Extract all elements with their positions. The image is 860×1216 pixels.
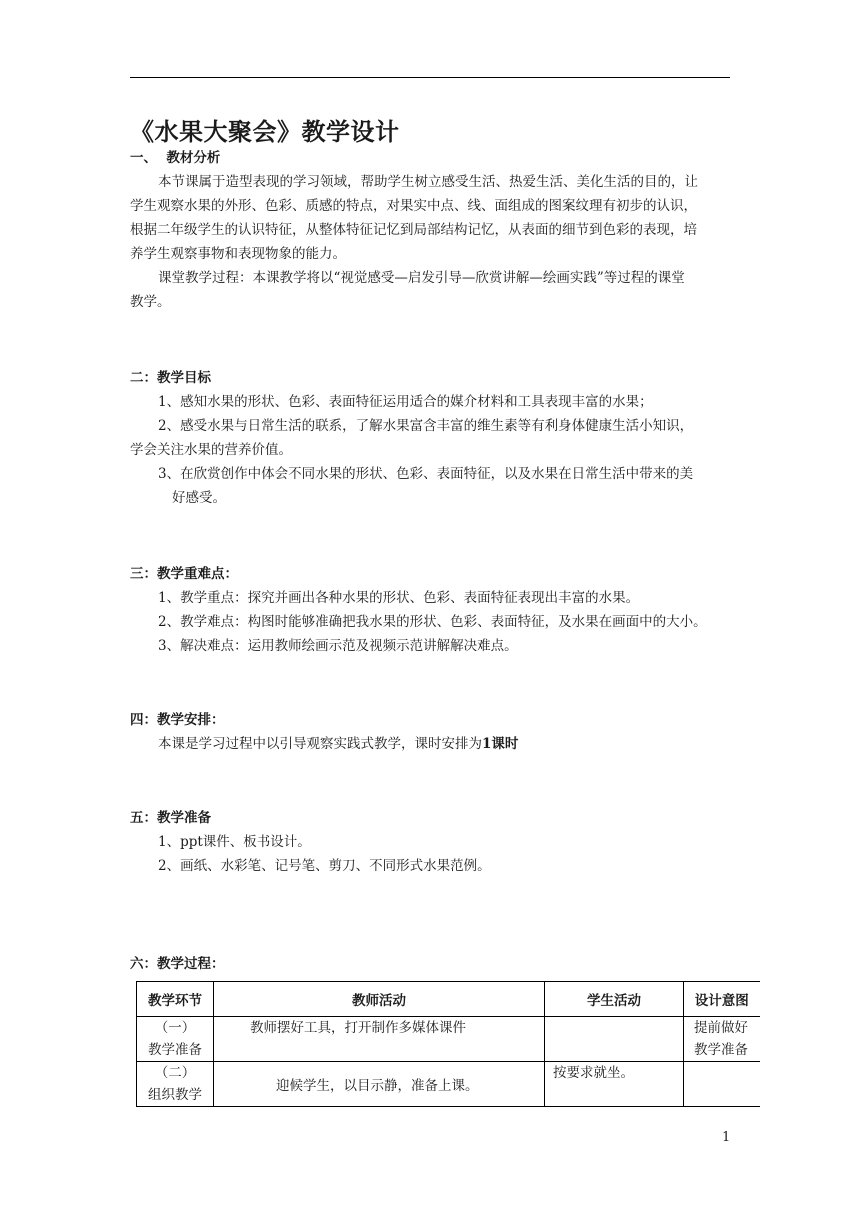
key-point-item: 3、解决难点：运用教师绘画示范及视频示范讲解解决难点。 bbox=[158, 638, 518, 654]
header-rule bbox=[130, 77, 730, 78]
arrangement-text-main: 本课是学习过程中以引导观察实践式教学，课时安排为 bbox=[158, 736, 482, 752]
section-heading-material-analysis: 一、 教材分析 bbox=[130, 150, 221, 166]
stage-number: （一） bbox=[154, 1020, 196, 1036]
key-point-item: 1、教学重点：探究并画出各种水果的形状、色彩、表面特征表现出丰富的水果。 bbox=[158, 590, 640, 606]
table-cell-intent bbox=[684, 1017, 760, 1062]
arrangement-text-bold: 1课时 bbox=[482, 736, 519, 752]
material-analysis-paragraph bbox=[130, 170, 730, 266]
table-cell-teacher: 迎候学生，以目示静，准备上课。 bbox=[214, 1062, 545, 1107]
para-line: 教学。 bbox=[130, 294, 171, 310]
para-line: 学生观察水果的外形、色彩、质感的特点，对果实中点、线、面组成的图案纹理有初步的认识， bbox=[130, 198, 697, 214]
table-cell-student: 按要求就坐。 bbox=[545, 1062, 684, 1107]
table-row bbox=[137, 1062, 760, 1107]
para-line: 根据二年级学生的认识特征，从整体特征记忆到局部结构记忆，从表面的细节到色彩的表现，培 bbox=[130, 222, 697, 238]
table-cell-student bbox=[545, 1017, 684, 1062]
section-heading-preparation: 五：教学准备 bbox=[130, 810, 211, 826]
para-line: 课堂教学过程：本课教学将以“视觉感受—启发引导—欣赏讲解—绘画实践”等过程的课堂 bbox=[158, 270, 685, 286]
classroom-process-paragraph bbox=[130, 266, 730, 314]
goal-item bbox=[130, 414, 730, 462]
stage-name: 教学准备 bbox=[148, 1042, 202, 1058]
goal-line: 学会关注水果的营养价值。 bbox=[130, 442, 292, 458]
para-line: 养学生观察事物和表现物象的能力。 bbox=[130, 246, 346, 262]
goal-line: 好感受。 bbox=[172, 490, 226, 506]
goal-line: 2、感受水果与日常生活的联系，了解水果富含丰富的维生素等有利身体健康生活小知识， bbox=[158, 418, 694, 434]
table-header-row bbox=[137, 982, 760, 1017]
section-heading-process: 六：教学过程： bbox=[130, 956, 225, 972]
table-header: 教学环节 bbox=[137, 982, 214, 1017]
table-cell-teacher: 教师摆好工具，打开制作多媒体课件 bbox=[214, 1017, 545, 1062]
goal-item bbox=[130, 462, 730, 510]
intent-line: 提前做好 bbox=[694, 1020, 748, 1036]
table-cell-stage bbox=[137, 1017, 214, 1062]
table-cell-intent bbox=[684, 1062, 760, 1107]
stage-name: 组织教学 bbox=[148, 1087, 202, 1103]
intent-line: 教学准备 bbox=[694, 1042, 748, 1058]
table-header: 设计意图 bbox=[684, 982, 760, 1017]
document-title: 《水果大聚会》教学设计 bbox=[130, 118, 400, 146]
table-header: 教师活动 bbox=[214, 982, 545, 1017]
section-heading-arrangement: 四：教学安排： bbox=[130, 712, 225, 728]
section-heading-key-points: 三：教学重难点： bbox=[130, 566, 238, 582]
table-row bbox=[137, 1017, 760, 1062]
key-point-item: 2、教学难点：构图时能够准确把我水果的形状、色彩、表面特征，及水果在画面中的大小。 bbox=[158, 614, 707, 630]
teaching-process-table bbox=[136, 981, 760, 1107]
table-cell-stage bbox=[137, 1062, 214, 1107]
table-header: 学生活动 bbox=[545, 982, 684, 1017]
preparation-item: 1、ppt课件、板书设计。 bbox=[158, 834, 311, 850]
goal-line: 3、在欣赏创作中体会不同水果的形状、色彩、表面特征，以及水果在日常生活中带来的美 bbox=[158, 466, 694, 482]
para-line: 本节课属于造型表现的学习领域，帮助学生树立感受生活、热爱生活、美化生活的目的，让 bbox=[158, 174, 698, 190]
goal-item: 1、感知水果的形状、色彩、表面特征运用适合的媒介材料和工具表现丰富的水果； bbox=[158, 394, 653, 410]
document-body bbox=[130, 146, 730, 976]
page-number: 1 bbox=[722, 1130, 731, 1145]
section-heading-teaching-goals: 二：教学目标 bbox=[130, 370, 211, 386]
stage-number: （二） bbox=[154, 1065, 196, 1081]
arrangement-text bbox=[130, 732, 730, 756]
preparation-item: 2、画纸、水彩笔、记号笔、剪刀、不同形式水果范例。 bbox=[158, 858, 491, 874]
